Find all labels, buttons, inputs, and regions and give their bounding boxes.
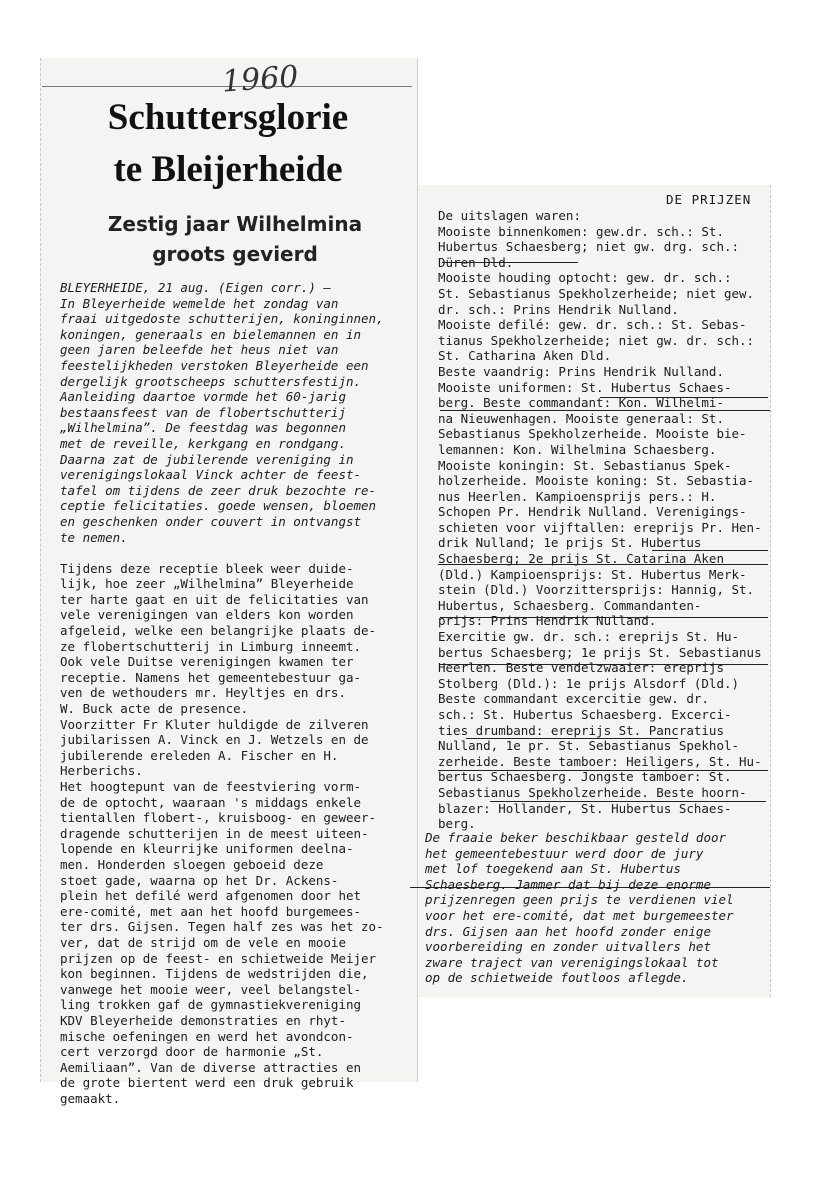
pen-underline	[600, 397, 768, 398]
article-line: lijk, hoe zeer „Wilhelmina” Bleyerheide	[60, 576, 354, 592]
prize-line: lemannen: Kon. Wilhelmina Schaesberg.	[438, 441, 717, 457]
article-line: dragende schutterijen in de meest uiteen-	[60, 825, 369, 841]
article-line: Voorzitter Fr Kluter huldigde de zilveren	[60, 716, 369, 732]
closing-line: Schaesberg. Jammer dat bij deze enorme	[425, 876, 711, 892]
article-line: gemaakt.	[60, 1090, 121, 1106]
article-line: vele verenigingen van elders kon worden	[60, 607, 354, 623]
closing-line: De fraaie beker beschikbaar gesteld door	[425, 830, 727, 845]
prize-line: prijs: Prins Hendrik Nulland.	[438, 613, 657, 629]
left-article-column	[60, 280, 384, 1106]
article-line: In Bleyerheide wemelde het zondag van	[60, 295, 339, 311]
article-line: en geschenken onder couvert in ontvangst	[60, 513, 362, 529]
prize-line: Hubertus, Schaesberg. Commandanten-	[438, 597, 702, 613]
pen-underline	[440, 410, 770, 411]
prize-line: Sebastianus Spekholzerheide. Mooiste bie-	[438, 426, 747, 442]
article-line: men. Honderden sloegen geboeid deze	[60, 856, 324, 872]
article-line: te nemen.	[60, 529, 128, 545]
prize-line: bertus Schaesberg. Jongste tamboer: St.	[438, 769, 732, 785]
closing-line: het gemeentebestuur werd door de jury	[425, 845, 704, 861]
article-line: de grote biertent werd een druk gebruik	[60, 1075, 354, 1091]
article-line: Tijdens deze receptie bleek weer duide-	[60, 560, 354, 576]
prize-line: Nulland, 1e pr. St. Sebastianus Spekhol-	[438, 738, 740, 754]
article-line: ling trokken gaf de gymnastiekvereniging	[60, 997, 362, 1013]
article-line: ceptie felicitaties. goede wensen, bloemen	[60, 498, 377, 514]
pen-underline	[438, 770, 768, 771]
prize-line: St. Catharina Aken Dld.	[438, 348, 612, 364]
prize-line: berg. Beste commandant: Kon. Wilhelmi-	[438, 395, 724, 411]
prize-line: schieten voor vijftallen: ereprijs Pr. Hen-	[438, 519, 762, 535]
article-line: jubilarissen A. Vinck en J. Wetzels en de	[60, 732, 369, 748]
article-line: Ook vele Duitse verenigingen kwamen ter	[60, 654, 354, 670]
article-line: afgeleid, welke een belangrijke plaats de-	[60, 623, 377, 639]
prize-line: stein (Dld.) Voorzittersprijs: Hannig, St.	[438, 582, 755, 598]
article-line: „Wilhelmina”. De feestdag was begonnen	[60, 420, 346, 436]
article-line: Het hoogtepunt van de feestviering vorm-	[60, 779, 362, 794]
prize-line: nus Heerlen. Kampioensprijs pers.: H.	[438, 488, 717, 504]
headline-line-2: te Bleijerheide	[113, 149, 343, 190]
prize-line: drik Nulland; 1e prijs St. Hubertus	[438, 535, 702, 551]
prize-line: Beste vaandrig: Prins Hendrik Nulland.	[438, 363, 724, 379]
pen-underline	[490, 801, 766, 802]
article-line: receptie. Namens het gemeentebestuur ga-	[60, 669, 362, 685]
handwritten-year: 1960	[220, 59, 300, 100]
prize-line: Sebastianus Spekholzerheide. Beste hoorn-	[438, 784, 747, 800]
article-line	[60, 545, 384, 561]
pen-underline	[466, 738, 678, 739]
article-line: lopende en kleurrijke uniformen deelna-	[60, 841, 354, 857]
article-line: Aanleiding daartoe vormde het 60-jarig	[60, 389, 346, 405]
prize-line: Mooiste defilé: gew. dr. sch.: St. Sebas-	[438, 317, 747, 333]
prize-line: Hubertus Schaesberg; niet gw. drg. sch.:	[438, 239, 740, 255]
pen-underline	[652, 550, 768, 551]
prize-line: ties drumband: ereprijs St. Pancratius	[438, 722, 724, 738]
article-line: koningen, generaals en bielemannen en in	[60, 326, 362, 342]
prize-line: zerheide. Beste tamboer: Heiligers, St. Hu-	[438, 753, 762, 769]
prize-line: Beste commandant excercitie gew. dr.	[438, 691, 709, 707]
closing-paragraph	[425, 830, 734, 986]
prize-line: sch.: St. Hubertus Schaesberg. Excerci-	[438, 707, 732, 722]
article-line: bestaansfeest van de flobertschutterij	[60, 404, 346, 420]
closing-line: met lof toegekend aan St. Hubertus	[425, 861, 681, 877]
prize-line: Mooiste houding optocht: gew. dr. sch.:	[438, 270, 732, 286]
closing-line: op de schietweide foutloos aflegde.	[425, 970, 689, 986]
prize-line: tianus Spekholzerheide; niet gw. dr. sch.:	[438, 332, 755, 348]
article-line: ter drs. Gijsen. Tegen half zes was het zo-	[60, 919, 384, 935]
article-line: KDV Bleyerheide demonstraties en rhyt-	[60, 1012, 346, 1028]
article-line: plein het defilé werd afgenomen door het	[60, 888, 362, 904]
article-line: prijzen op de feest- en schietweide Meijer	[60, 950, 377, 966]
article-line: mische oefeningen en werd het avondcon-	[60, 1028, 354, 1044]
article-line: met de reveille, kerkgang en rondgang.	[60, 435, 346, 451]
article-line: verenigingslokaal Vinck achter de feest-	[60, 467, 362, 483]
article-line: tientallen flobert-, kruisboog- en geweer-	[60, 810, 377, 826]
closing-line: voorbereiding en zonder uitvallers het	[425, 939, 711, 955]
article-line: de de optocht, waaraan 's middags enkele	[60, 794, 362, 810]
prize-line: Heerlen. Beste vendelzwaaier: ereprijs	[438, 660, 724, 676]
prize-line: berg.	[438, 816, 476, 832]
pen-underline	[438, 564, 768, 565]
headline-line-1: Schuttersglorie	[107, 97, 349, 138]
article-line: geen jaren beleefde het heus niet van	[60, 342, 339, 358]
article-line: ver, dat de strijd om de vele en mooie	[60, 934, 346, 950]
closing-line: voor het ere-comité, dat met burgemeester	[425, 907, 734, 923]
article-line: tafel om tijdens de zeer druk bezochte re-	[60, 482, 377, 498]
prize-line: bertus Schaesberg; 1e prijs St. Sebastianus	[438, 644, 762, 660]
prize-line: Mooiste binnenkomen: gew.dr. sch.: St.	[438, 223, 724, 239]
prize-line: blazer: Hollander, St. Hubertus Schaes-	[438, 800, 732, 816]
prize-line: Mooiste koningin: St. Sebastianus Spek-	[438, 457, 732, 473]
article-line: Herberichs.	[60, 763, 143, 779]
prize-line: Schaesberg; 2e prijs St. Catarina Aken	[438, 551, 724, 567]
closing-line: zware traject van verenigingslokaal tot	[425, 954, 719, 970]
article-line: jubilerende ereleden A. Fischer en H.	[60, 747, 339, 763]
pen-underline	[410, 887, 770, 888]
article-line: fraai uitgedoste schutterijen, koninginnen,	[60, 311, 384, 327]
prize-line: Düren Dld.	[438, 254, 514, 270]
article-line: cert verzorgd door de harmonie „St.	[60, 1044, 324, 1060]
subhead-line-1: Zestig jaar Wilhelmina	[107, 212, 363, 236]
prizes-heading: DE PRIJZEN	[666, 192, 752, 207]
prize-line: Schopen Pr. Hendrik Nulland. Verenigings-	[438, 504, 747, 520]
closing-line: prijzenregen geen prijs te verdienen viel	[425, 892, 734, 908]
article-line: ze flobertschutterij in Limburg inneemt.	[60, 638, 362, 654]
pen-underline	[440, 617, 768, 618]
article-line: Aemiliaan”. Van de diverse attracties en	[60, 1059, 362, 1075]
article-line: stoet gade, waarna op het Dr. Ackens-	[60, 872, 339, 888]
prize-line: holzerheide. Mooiste koning: St. Sebastia-	[438, 473, 755, 489]
prize-line: Exercitie gw. dr. sch.: ereprijs St. Hu-	[438, 629, 740, 645]
article-line: vanwege het mooie weer, veel belangstel-	[60, 981, 362, 997]
prize-line: na Nieuwenhagen. Mooiste generaal: St.	[438, 410, 724, 426]
article-line: Daarna zat de jubilerende vereniging in	[60, 451, 354, 467]
prize-line: Mooiste uniformen: St. Hubertus Schaes-	[438, 379, 732, 395]
prize-line: dr. sch.: Prins Hendrik Nulland.	[438, 301, 679, 317]
article-line: kon beginnen. Tijdens de wedstrijden die,	[60, 966, 369, 982]
article-line: dergelijk grootscheeps schuttersfestijn.	[60, 373, 362, 389]
article-line: ere-comité, met aan het hoofd burgemees-	[60, 903, 362, 919]
prize-line: De uitslagen waren:	[438, 208, 581, 223]
subhead-line-2: groots gevierd	[152, 242, 318, 266]
article-line: ven de wethouders mr. Heyltjes en drs.	[60, 685, 346, 701]
closing-line: drs. Gijsen aan het hoofd zonder enige	[425, 923, 711, 939]
prize-line: Stolberg (Dld.): 1e prijs Alsdorf (Dld.)	[438, 675, 740, 691]
pen-underline	[440, 664, 768, 665]
article-line: BLEYERHEIDE, 21 aug. (Eigen corr.) —	[60, 280, 331, 295]
pen-underline	[442, 262, 578, 263]
article-line: W. Buck acte de presence.	[60, 701, 249, 717]
prize-line: (Dld.) Kampioensprijs: St. Hubertus Merk-	[438, 566, 747, 582]
prize-line: St. Sebastianus Spekholzerheide; niet gew.	[438, 285, 755, 301]
article-line: ter harte gaat en uit de felicitaties van	[60, 591, 369, 607]
article-line: feestelijkheden verstoken Bleyerheide een	[60, 357, 369, 373]
